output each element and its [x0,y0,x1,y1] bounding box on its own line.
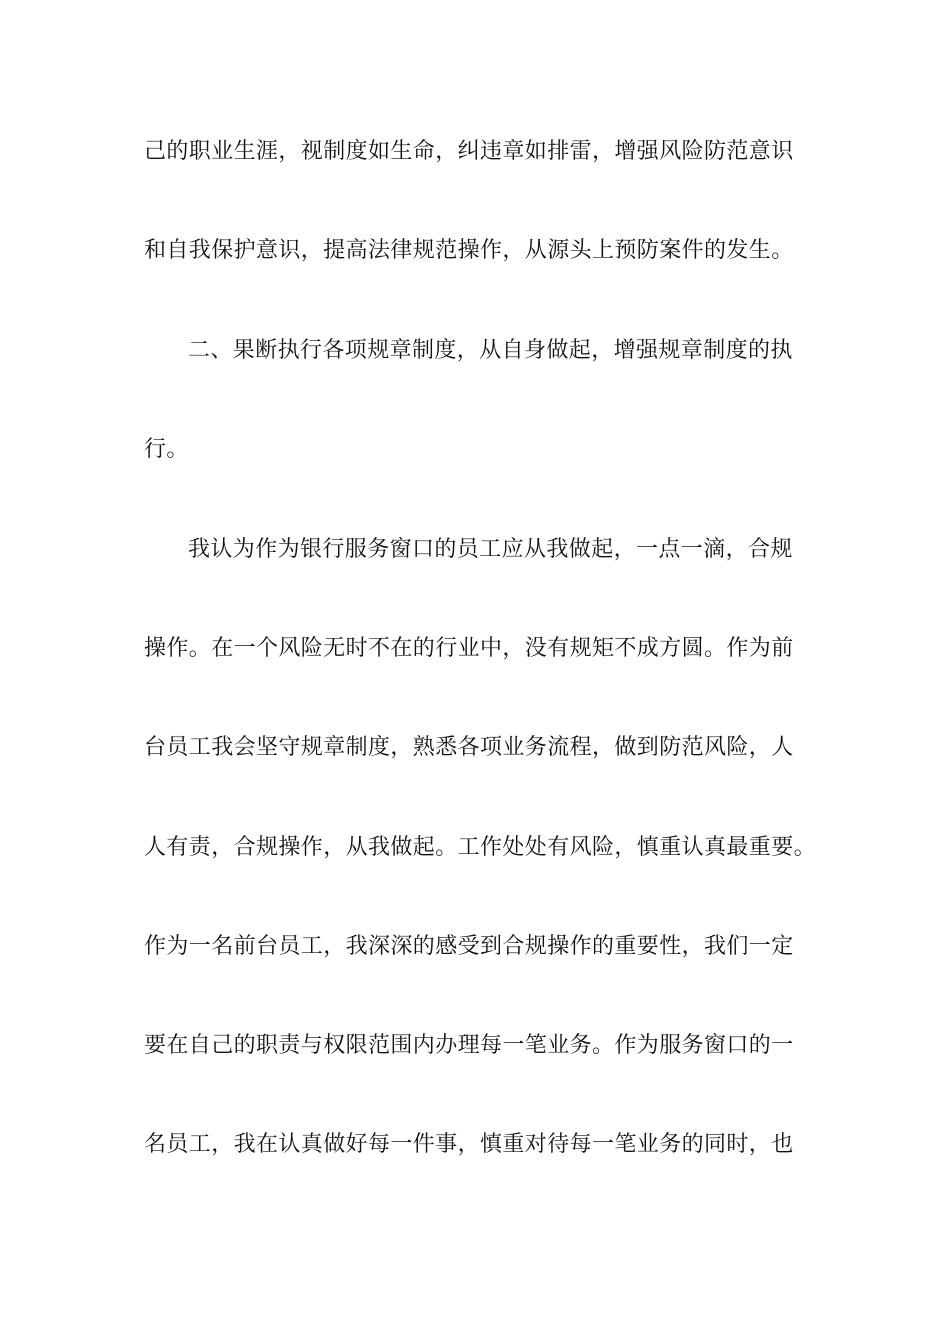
text-line: 作为一名前台员工，我深深的感受到合规操作的重要性，我们一定 [144,934,794,959]
text-line: 名员工，我在认真做好每一件事，慎重对待每一笔业务的同时，也 [144,1132,794,1157]
text-line: 和自我保护意识，提高法律规范操作，从源头上预防案件的发生。 [144,238,794,263]
text-line: 行。 [144,437,189,462]
text-line: 操作。在一个风险无时不在的行业中，没有规矩不成方圆。作为前 [144,636,794,661]
text-line: 人有责，合规操作，从我做起。工作处处有风险，慎重认真最重要。 [144,835,817,860]
text-line: 要在自己的职责与权限范围内办理每一笔业务。作为服务窗口的一 [144,1033,794,1058]
text-line: 己的职业生涯，视制度如生命，纠违章如排雷，增强风险防范意识 [144,139,794,164]
section-heading: 二、果断执行各项规章制度，从自身做起，增强规章制度的执 [188,338,793,363]
paragraph-start: 我认为作为银行服务窗口的员工应从我做起，一点一滴，合规 [188,537,793,562]
text-line: 台员工我会坚守规章制度，熟悉各项业务流程，做到防范风险，人 [144,735,794,760]
